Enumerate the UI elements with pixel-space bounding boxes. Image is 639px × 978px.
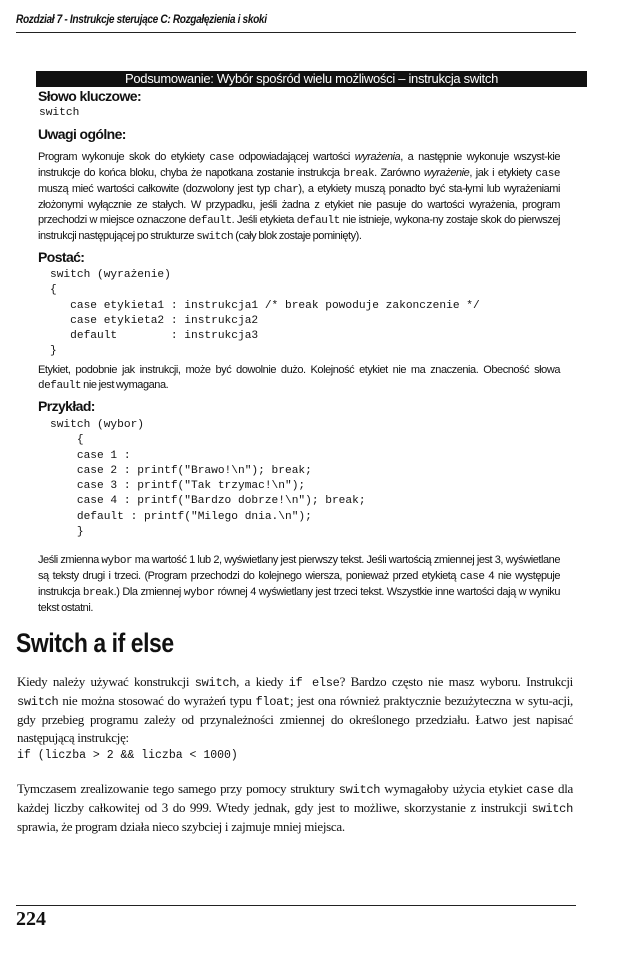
- page-number: 224: [16, 908, 46, 930]
- footer-divider: [16, 905, 576, 906]
- general-remarks-heading: Uwagi ogólne:: [38, 126, 126, 142]
- section-code-line: if (liczba > 2 && liczba < 1000): [17, 749, 238, 762]
- example-heading: Przykład:: [38, 398, 95, 414]
- section-title: Switch a if else: [16, 628, 174, 658]
- example-code: switch (wybor) { case 1 : case 2 : printf("Brawo!\n"); break; case 3 : printf("Tak trzymac!\n"); case 4 : printf("Bardzo dobrze!\n"); break; default : printf("Milego dnia.\n"); }: [50, 419, 366, 539]
- section-paragraph-1: Kiedy należy używać konstrukcji switch, a kiedy if else? Bardzo często nie masz wyboru. Instrukcji switch nie można stosować do wyrażeń typu float; jest ona również praktycznie bezużyteczna w sytu-acji, gdy przebieg programu zależy od przynależności zmiennej do określonego przedziału. Łatwo jest napisać następującą instrukcję:: [17, 674, 573, 745]
- header-divider: [16, 32, 576, 33]
- summary-box-title: Podsumowanie: Wybór spośród wielu możliwości – instrukcja switch: [36, 71, 587, 87]
- general-remarks-text: Program wykonuje skok do etykiety case odpowiadającej wartości wyrażenia, a następnie wykonuje wszyst-kie instrukcje do końca bloku, chyba że napotkana zostanie instrukcja break. Zarówno wyrażenie, jak i etykiety case muszą mieć wartości całkowite (dozwolony jest typ char), a etykiety muszą ponadto być sta-łymi lub wyrażeniami złożonymi wyłącznie ze stałych. W przypadku, jeśli żadna z etykiet nie pasuje do wartości wyrażenia, program przechodzi w miejsce oznaczone default. Jeśli etykieta default nie istnieje, wykona-ny zostaje skok do pierwszej instrukcji następującej po strukturze switch (cały blok zostaje pominięty).: [38, 151, 560, 243]
- form-heading: Postać:: [38, 249, 85, 265]
- chapter-header: Rozdział 7 - Instrukcje sterujące C: Rozgałęzienia i skoki: [16, 14, 267, 26]
- keywords-heading: Słowo kluczowe:: [38, 88, 142, 104]
- form-note: Etykiet, podobnie jak instrukcji, może być dowolnie dużo. Kolejność etykiet nie ma znaczenia. Obecność słowa default nie jest wymagana.: [38, 364, 560, 392]
- section-paragraph-2: Tymczasem zrealizowanie tego samego przy pomocy struktury switch wymagałoby użycia etykiet case dla każdej liczby całkowitej od 3 do 999. Wtedy jednak, gdy jest to możliwe, skorzystanie z instrukcji switch sprawia, że program działa nieco szybciej i zajmuje mniej miejsca.: [17, 781, 574, 834]
- keyword-value: switch: [39, 107, 80, 119]
- example-note: Jeśli zmienna wybor ma wartość 1 lub 2, wyświetlany jest pierwszy tekst. Jeśli wartością zmiennej jest 3, wyświetlane są teksty drugi i trzeci. (Program przechodzi do kolejnego wiersza, ponieważ przed etykietą case 4 nie występuje instrukcja break.) Dla zmiennej wybor równej 4 wyświetlany jest trzeci tekst. Wszystkie inne wartości dają w wyniku tekst ostatni.: [38, 554, 561, 614]
- form-code: switch (wyrażenie) { case etykieta1 : instrukcja1 /* break powoduje zakonczenie */ case etykieta2 : instrukcja2 default : instrukcja3 }: [50, 269, 480, 358]
